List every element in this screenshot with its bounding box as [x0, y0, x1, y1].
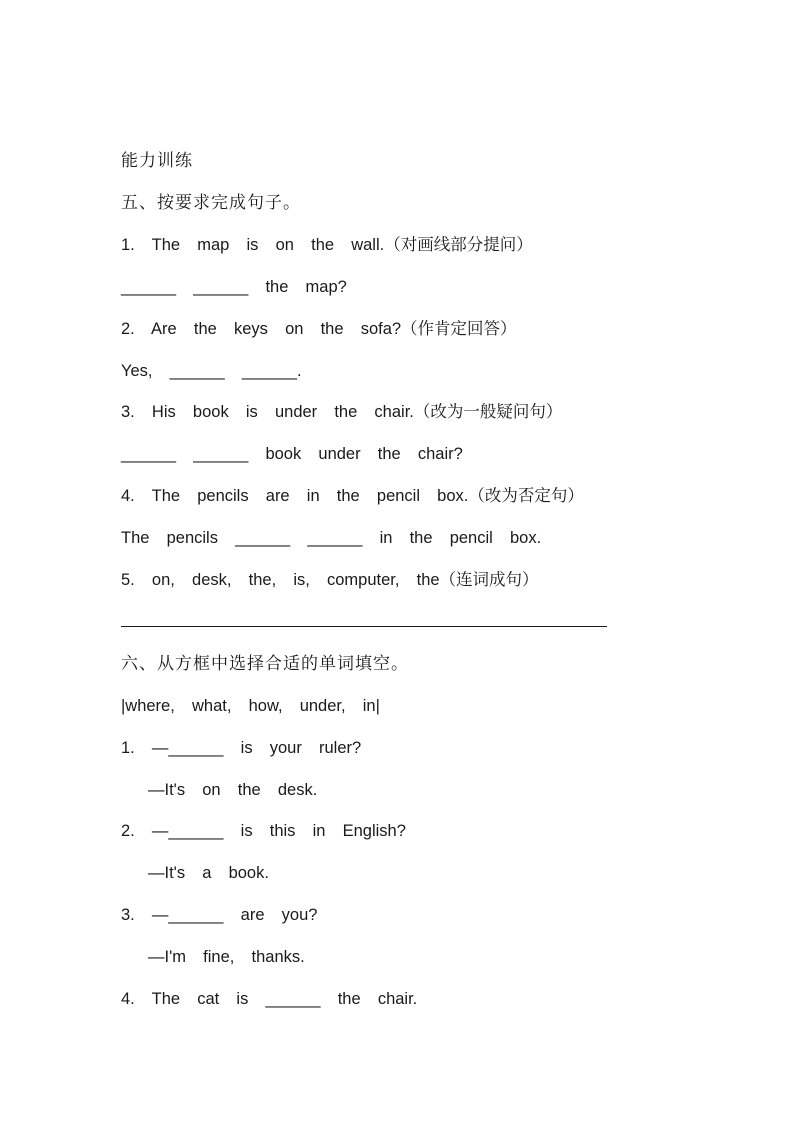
part5-question-5: 5. on, desk, the, is, computer, the（连词成句） — [121, 571, 539, 589]
answer-blank-line — [121, 626, 607, 627]
part6-question-4: 4. The cat is ______ the chair. — [121, 990, 418, 1008]
part6-reply-1: —It's on the desk. — [148, 781, 318, 799]
part5-question-3: 3. His book is under the chair.（改为一般疑问句） — [121, 403, 563, 421]
part5-answer-3: ______ ______ book under the chair? — [121, 445, 463, 463]
word-box: |where, what, how, under, in| — [121, 697, 380, 715]
part6-question-1: 1. —______ is your ruler? — [121, 739, 362, 757]
part5-question-4: 4. The pencils are in the pencil box.（改为否定句） — [121, 487, 584, 505]
part5-answer-1: ______ ______ the map? — [121, 278, 347, 296]
part5-answer-4: The pencils ______ ______ in the pencil box. — [121, 529, 542, 547]
part6-heading: 六、从方框中选择合适的单词填空。 — [121, 654, 409, 674]
part5-heading: 五、按要求完成句子。 — [121, 193, 301, 213]
part5-question-1: 1. The map is on the wall.（对画线部分提问） — [121, 236, 533, 254]
part6-reply-2: —It's a book. — [148, 864, 269, 882]
part6-question-2: 2. —______ is this in English? — [121, 822, 406, 840]
part6-question-3: 3. —______ are you? — [121, 906, 318, 924]
part6-reply-3: —I'm fine, thanks. — [148, 948, 305, 966]
part5-question-2: 2. Are the keys on the sofa?（作肯定回答） — [121, 320, 517, 338]
part5-answer-2: Yes, ______ ______. — [121, 362, 302, 380]
section-title: 能力训练 — [121, 151, 193, 171]
